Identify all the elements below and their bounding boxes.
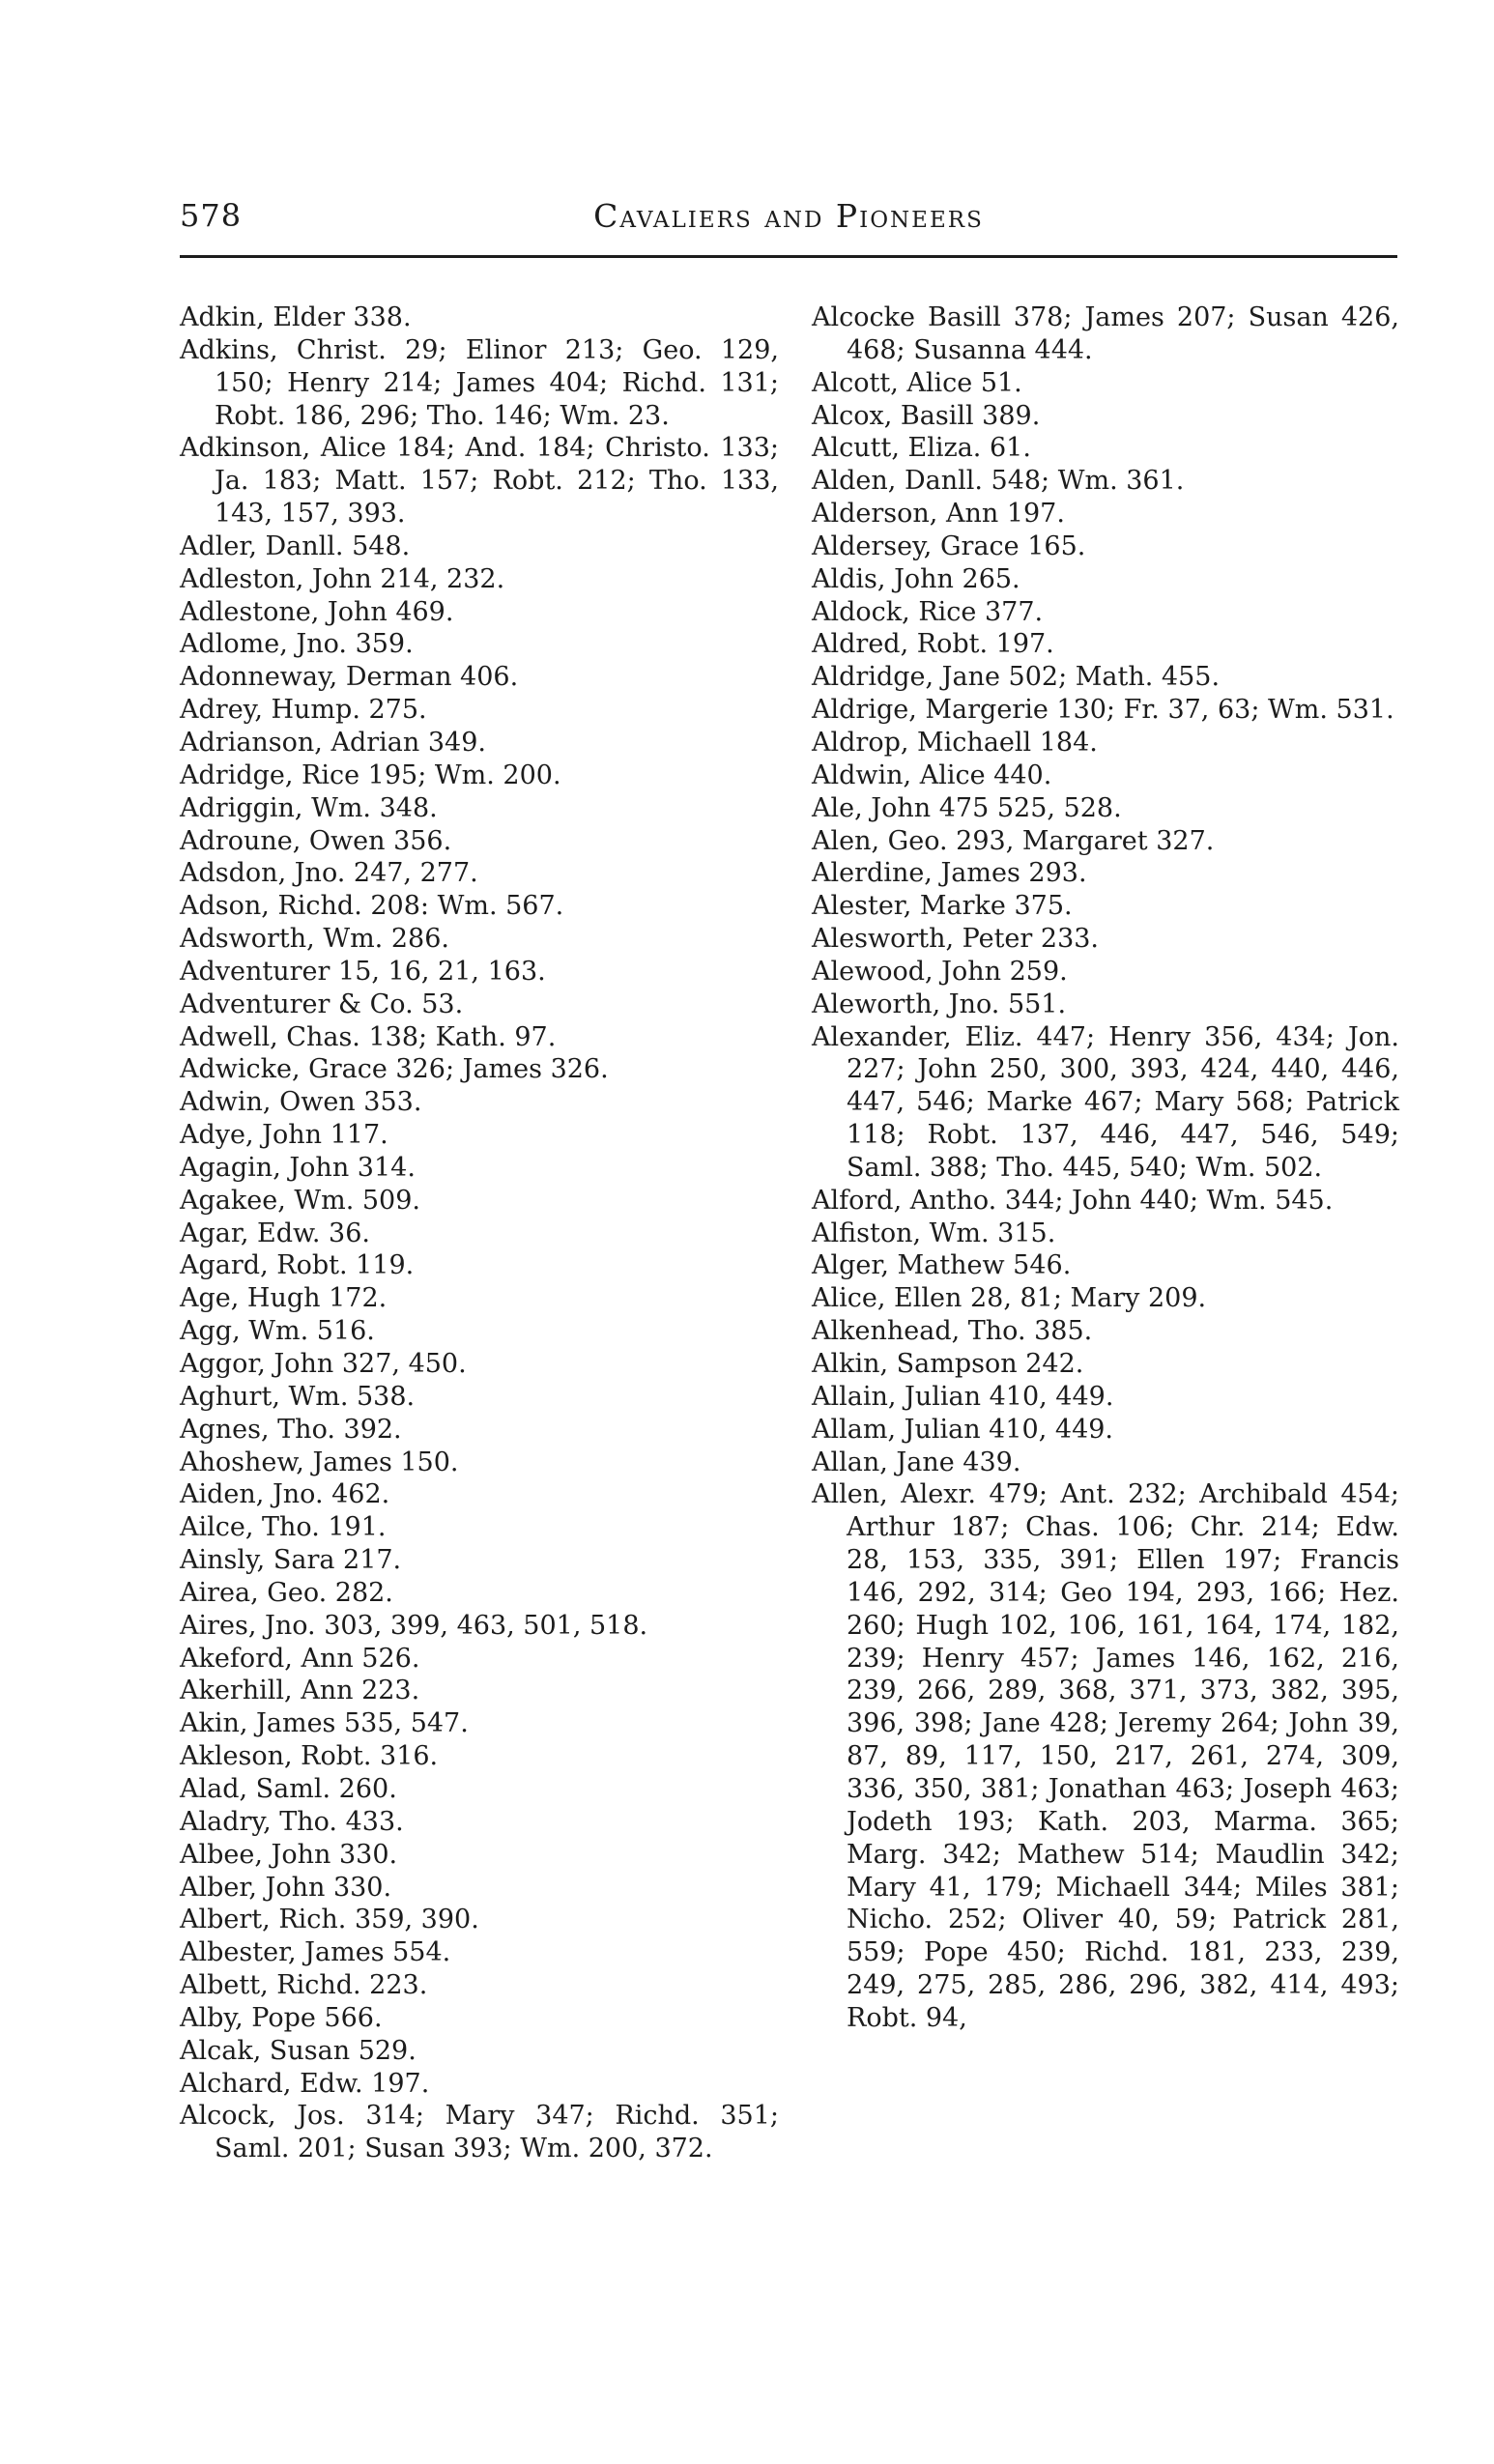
index-entry: Alester, Marke 375. — [812, 891, 1073, 922]
index-entry: Ale, John 475 525, 528. — [812, 792, 1122, 823]
index-entry: Agard, Robt. 119. — [180, 1250, 415, 1281]
index-entry: Allam, Julian 410, 449. — [812, 1414, 1114, 1445]
index-entry: Adonneway, Derman 406. — [180, 662, 519, 693]
index-entry: Alkin, Sampson 242. — [812, 1349, 1084, 1379]
index-entry: Alford, Antho. 344; John 440; Wm. 545. — [812, 1185, 1334, 1216]
index-entry: Adwicke, Grace 326; James 326. — [180, 1054, 609, 1085]
index-entry: Alby, Pope 566. — [180, 2002, 383, 2033]
index-entry: Aldrop, Michaell 184. — [812, 727, 1098, 758]
index-entry: Age, Hugh 172. — [180, 1283, 388, 1314]
index-entry: Aldridge, Jane 502; Math. 455. — [812, 662, 1221, 693]
index-entry: Aires, Jno. 303, 399, 463, 501, 518. — [180, 1610, 648, 1641]
running-title: Cavaliers and Pioneers — [593, 197, 984, 235]
index-entry: Aldock, Rice 377. — [812, 596, 1044, 627]
index-entry: Adriggin, Wm. 348. — [180, 792, 438, 823]
index-entry: Aleworth, Jno. 551. — [812, 988, 1067, 1019]
index-entry: Ahoshew, James 150. — [180, 1447, 459, 1477]
index-entry: Adson, Richd. 208: Wm. 567. — [180, 891, 564, 922]
index-entry: Adye, John 117. — [180, 1120, 388, 1151]
index-entry: Alderson, Ann 197. — [812, 499, 1065, 530]
index-entry: Adkin, Elder 338. — [180, 302, 412, 332]
index-entry: Akerhill, Ann 223. — [180, 1676, 420, 1706]
index-entry: Adsdon, Jno. 247, 277. — [180, 858, 478, 889]
index-entry: Alcock, Jos. 314; Mary 347; Richd. 351; Saml. 201; Susan 393; Wm. 200, 372. — [180, 2101, 779, 2164]
index-entry: Alger, Mathew 546. — [812, 1250, 1072, 1281]
index-entry: Alcutt, Eliza. 61. — [812, 433, 1031, 464]
index-entry: Aldwin, Alice 440. — [812, 759, 1052, 790]
index-entry: Aldis, John 265. — [812, 563, 1020, 594]
index-entry: Alcox, Basill 389. — [812, 400, 1041, 431]
index-entry: Albee, John 330. — [180, 1839, 398, 1870]
index-entry: Alcak, Susan 529. — [180, 2035, 417, 2066]
index-entry: Alewood, John 259. — [812, 956, 1068, 987]
index-entry: Adrey, Hump. 275. — [180, 695, 427, 726]
index-entry: Alexander, Eliz. 447; Henry 356, 434; Jon. 227; John 250, 300, 393, 424, 440, 446, 447, 546; Marke 467; Mary 568; Patrick 118; Robt. 137, 446, 447, 546, 549; Saml. 388; Tho. 445, 540; Wm. 502. — [812, 1021, 1399, 1183]
index-entry: Agar, Edw. 36. — [180, 1218, 370, 1248]
index-column-left — [180, 301, 779, 2165]
index-entry: Aldersey, Grace 165. — [812, 530, 1086, 561]
index-entry: Albett, Richd. 223. — [180, 1970, 428, 2001]
index-entry: Adler, Danll. 548. — [180, 530, 411, 561]
index-entry: Alen, Geo. 293, Margaret 327. — [812, 825, 1215, 856]
index-entry: Alden, Danll. 548; Wm. 361. — [812, 466, 1185, 497]
index-entry: Adlestone, John 469. — [180, 596, 454, 627]
index-entry: Adwell, Chas. 138; Kath. 97. — [180, 1021, 557, 1052]
index-entry: Albester, James 554. — [180, 1937, 451, 1968]
index-entry: Akin, James 535, 547. — [180, 1708, 469, 1739]
index-entry: Ainsly, Sara 217. — [180, 1545, 402, 1576]
index-entry: Alfiston, Wm. 315. — [812, 1218, 1056, 1248]
index-entry: Adkins, Christ. 29; Elinor 213; Geo. 129, 150; Henry 214; James 404; Richd. 131; Robt. 186, 296; Tho. 146; Wm. 23. — [180, 334, 779, 431]
index-entry: Alice, Ellen 28, 81; Mary 209. — [812, 1283, 1207, 1314]
index-entry: Adsworth, Wm. 286. — [180, 924, 449, 955]
index-column-right — [812, 301, 1399, 2035]
index-entry: Aiden, Jno. 462. — [180, 1479, 390, 1510]
index-entry: Alcocke Basill 378; James 207; Susan 426, 468; Susanna 444. — [812, 302, 1399, 365]
index-entry: Agagin, John 314. — [180, 1152, 416, 1183]
index-entry: Albert, Rich. 359, 390. — [180, 1905, 479, 1935]
index-entry: Allen, Alexr. 479; Ant. 232; Archibald 454; Arthur 187; Chas. 106; Chr. 214; Edw. 28, 153, 335, 391; Ellen 197; Francis 146, 292, 314; Geo 194, 293, 166; Hez. 260; Hugh 102, 106, 161, 164, 174, 182, 239; Henry 457; James 146, 162, 216, 239, 266, 289, 368, 371, 373, 382, 395, 396, 398; Jane 428; Jeremy 264; John 39, 87, 89, 117, 150, 217, 261, 274, 309, 336, 350, 381; Jonathan 463; Joseph 463; Jodeth 193; Kath. 203, Marma. 365; Marg. 342; Mathew 514; Maudlin 342; Mary 41, 179; Michaell 344; Miles 381; Nicho. 252; Oliver 40, 59; Patrick 281, 559; Pope 450; Richd. 181, 233, 239, 249, 275, 285, 286, 296, 382, 414, 493; Robt. 94, — [812, 1479, 1399, 2033]
index-entry: Alad, Saml. 260. — [180, 1773, 397, 1804]
index-entry: Alkenhead, Tho. 385. — [812, 1316, 1093, 1347]
index-entry: Aldred, Robt. 197. — [812, 629, 1054, 660]
index-entry: Adlome, Jno. 359. — [180, 629, 414, 660]
index-entry: Aladry, Tho. 433. — [180, 1806, 404, 1837]
index-entry: Adrianson, Adrian 349. — [180, 727, 486, 758]
index-entry: Alesworth, Peter 233. — [812, 924, 1100, 955]
index-entry: Akleson, Robt. 316. — [180, 1741, 439, 1772]
page-header — [180, 197, 1397, 255]
index-entry: Alber, John 330. — [180, 1872, 392, 1903]
index-entry: Aldrige, Margerie 130; Fr. 37, 63; Wm. 531. — [812, 695, 1394, 726]
index-entry: Aggor, John 327, 450. — [180, 1349, 467, 1379]
index-entry: Adkinson, Alice 184; And. 184; Christo. 133; Ja. 183; Matt. 157; Robt. 212; Tho. 133, 143, 157, 393. — [180, 433, 779, 530]
index-entry: Alcott, Alice 51. — [812, 367, 1022, 398]
index-entry: Adventurer 15, 16, 21, 163. — [180, 956, 546, 987]
index-entry: Agnes, Tho. 392. — [180, 1414, 402, 1445]
page-number: 578 — [180, 197, 243, 234]
index-entry: Airea, Geo. 282. — [180, 1577, 393, 1608]
index-entry: Agg, Wm. 516. — [180, 1316, 375, 1347]
index-entry: Allan, Jane 439. — [812, 1447, 1021, 1477]
index-entry: Adventurer & Co. 53. — [180, 988, 464, 1019]
index-entry: Ailce, Tho. 191. — [180, 1512, 387, 1543]
index-entry: Adridge, Rice 195; Wm. 200. — [180, 759, 561, 790]
index-entry: Adroune, Owen 356. — [180, 825, 452, 856]
index-entry: Akeford, Ann 526. — [180, 1643, 420, 1674]
index-entry: Allain, Julian 410, 449. — [812, 1381, 1114, 1412]
index-entry: Alerdine, James 293. — [812, 858, 1087, 889]
index-entry: Aghurt, Wm. 538. — [180, 1381, 416, 1412]
index-entry: Adleston, John 214, 232. — [180, 563, 505, 594]
index-entry: Adwin, Owen 353. — [180, 1087, 422, 1118]
header-rule — [180, 255, 1397, 258]
index-entry: Alchard, Edw. 197. — [180, 2068, 430, 2099]
index-entry: Agakee, Wm. 509. — [180, 1185, 420, 1216]
